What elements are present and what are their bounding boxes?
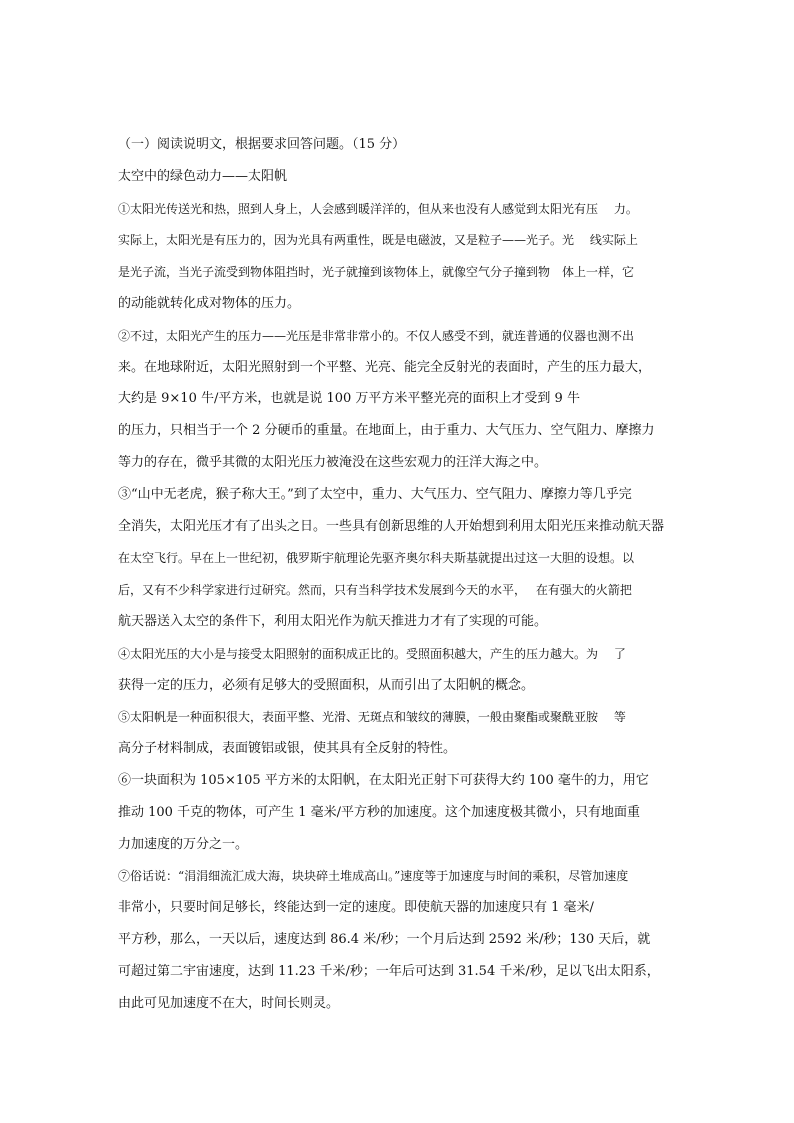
passage-title: 太空中的绿色动力——太阳帆 [118, 168, 288, 184]
paragraph-1-line: 是光子流，当光子流受到物体阻挡时，光子就撞到该物体上，就像空气分子撞到物 体上一样，它 [118, 265, 635, 280]
paragraph-1-line: 实际上，太阳光是有压力的，因为光具有两重性，既是电磁波，又是粒子——光子。光 线实际上 [118, 233, 638, 248]
paragraph-3-line: 在太空飞行。早在上一世纪初，俄罗斯宇航理论先驱齐奥尔科夫斯基就提出过这一大胆的设想。以 [118, 551, 635, 566]
paragraph-2-line: 大约是 9×10 牛/平方米，也就是说 100 万平方米平整光亮的面积上才受到 9 牛 [118, 391, 580, 407]
paragraph-4-line: 获得一定的压力，必须有足够大的受照面积，从而引出了太阳帆的概念。 [118, 677, 535, 693]
paragraph-7-line: 可超过第二宇宙速度，达到 11.23 千米/秒；一年后可达到 31.54 千米/秒，足以飞出太阳系， [118, 963, 660, 979]
paragraph-5-line: 高分子材料制成，表面镀铝或银，使其具有全反射的特性。 [118, 741, 457, 757]
paragraph-2-line: 等力的存在，微乎其微的太阳光压力被淹没在这些宏观力的汪洋大海之中。 [118, 454, 548, 470]
paragraph-7-line: 由此可见加速度不在大，时间长则灵。 [118, 995, 340, 1011]
paragraph-7-line: ⑦俗话说：“涓涓细流汇成大海，块块碎土堆成高山。”速度等于加速度与时间的乘积，尽管加速度 [118, 869, 629, 884]
paragraph-6-line: 力加速度的万分之一。 [118, 836, 249, 852]
paragraph-5-line: ⑤太阳帆是一种面积很大，表面平整、光滑、无斑点和皱纹的薄膜，一般由聚酯或聚酰亚胺 等 [118, 710, 626, 725]
paragraph-2-line: 来。在地球附近，太阳光照射到一个平整、光亮、能完全反射光的表面时，产生的压力最大， [118, 359, 652, 375]
reading-passage [118, 133, 678, 1023]
paragraph-2-line: 的压力，只相当于一个 2 分硬币的重量。在地面上，由于重力、大气压力、空气阻力、摩擦力 [118, 423, 655, 439]
paragraph-3-line: 航天器送入太空的条件下，利用太阳光作为航天推进力才有了实现的可能。 [118, 613, 548, 629]
paragraph-6-line: ⑥一块面积为 105×105 平方米的太阳帆，在太阳光正射下可获得大约 100 毫牛的力，用它 [118, 772, 649, 788]
paragraph-3-line: 后，又有不少科学家进行过研究。然而，只有当科学技术发展到今天的水平， 在有强大的火箭把 [118, 583, 632, 598]
paragraph-6-line: 推动 100 千克的物体，可产生 1 毫米/平方秒的加速度。这个加速度极其微小，只有地面重 [118, 804, 640, 820]
paragraph-2-line: ②不过，太阳光产生的压力——光压是非常非常小的。不仅人感受不到，就连普通的仪器也测不出 [118, 328, 635, 343]
paragraph-1-line: 的动能就转化成对物体的压力。 [118, 295, 301, 311]
paragraph-1-line: ①太阳光传送光和热，照到人身上，人会感到暖洋洋的，但从来也没有人感觉到太阳光有压 力。 [118, 201, 638, 216]
paragraph-4-line: ④太阳光压的大小是与接受太阳照射的面积成正比的。受照面积越大，产生的压力越大。为 了 [118, 646, 626, 661]
paragraph-3-line: 全消失，太阳光压才有了出头之日。一些具有创新思维的人开始想到利用太阳光压来推动航天器 [118, 518, 665, 534]
paragraph-3-line: ③“山中无老虎，猴子称大王。”到了太空中，重力、大气压力、空气阻力、摩擦力等几乎完 [118, 486, 632, 502]
paragraph-7-line: 平方秒，那么，一天以后，速度达到 86.4 米/秒；一个月后达到 2592 米/秒；130 天后，就 [118, 931, 651, 947]
section-heading: （一）阅读说明文，根据要求回答问题。（15 分） [118, 137, 406, 152]
paragraph-7-line: 非常小，只要时间足够长，终能达到一定的速度。即使航天器的加速度只有 1 毫米/ [118, 900, 594, 916]
